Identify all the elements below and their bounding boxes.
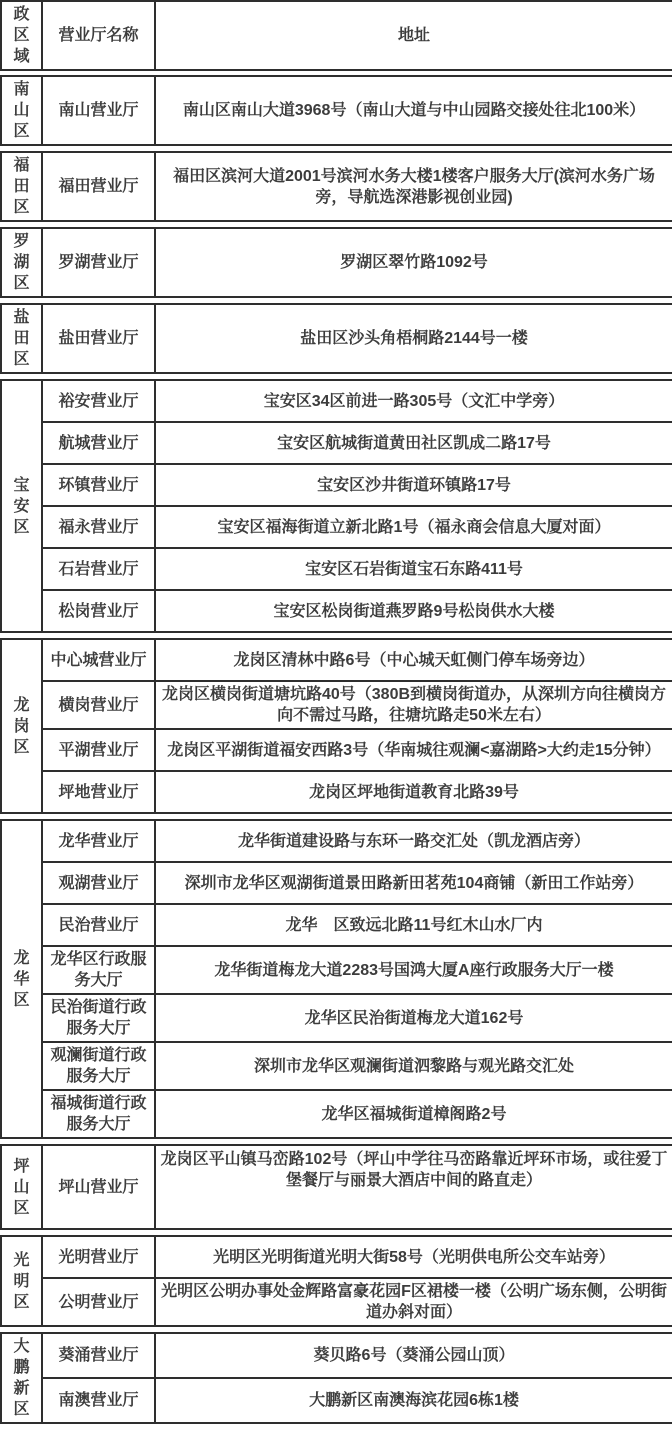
district-group-guangming — [0, 1235, 672, 1327]
table-row — [1, 1236, 672, 1278]
table-row — [1, 862, 672, 904]
district-group-pingshan — [0, 1144, 672, 1230]
header-district: 政区域 — [1, 1, 42, 70]
address-cell: 龙岗区清林中路6号（中心城天虹侧门停车场旁边） — [155, 639, 672, 681]
address-cell: 龙华区民治街道梅龙大道162号 — [155, 994, 672, 1042]
address-cell: 龙岗区坪地街道教育北路39号 — [155, 771, 672, 813]
header-address: 地址 — [155, 1, 672, 70]
address-cell: 宝安区松岗街道燕罗路9号松岗供水大楼 — [155, 590, 672, 632]
table-header — [0, 0, 672, 71]
hall-name-cell: 福田营业厅 — [42, 152, 155, 221]
district-group-baoan — [0, 379, 672, 633]
hall-name-cell: 观湖营业厅 — [42, 862, 155, 904]
hall-name-cell: 南山营业厅 — [42, 76, 155, 145]
address-cell: 大鹏新区南澳海滨花园6栋1楼 — [155, 1378, 672, 1423]
district-cell: 福田区 — [1, 152, 42, 221]
table-row — [1, 639, 672, 681]
hall-name-cell: 民治营业厅 — [42, 904, 155, 946]
hall-name-cell: 观澜街道行政服务大厅 — [42, 1042, 155, 1090]
table-row — [1, 1378, 672, 1423]
address-cell: 宝安区福海街道立新北路1号（福永商会信息大厦对面） — [155, 506, 672, 548]
district-cell: 南山区 — [1, 76, 42, 145]
district-cell: 龙华区 — [1, 820, 42, 1138]
address-cell: 光明区光明街道光明大街58号（光明供电所公交车站旁） — [155, 1236, 672, 1278]
table-row — [1, 729, 672, 771]
table-row — [1, 994, 672, 1042]
address-cell: 宝安区航城街道黄田社区凯成二路17号 — [155, 422, 672, 464]
district-cell: 光明区 — [1, 1236, 42, 1326]
address-cell: 盐田区沙头角梧桐路2144号一楼 — [155, 304, 672, 373]
district-cell: 宝安区 — [1, 380, 42, 632]
table-row — [1, 152, 672, 221]
address-cell: 宝安区石岩街道宝石东路411号 — [155, 548, 672, 590]
hall-name-cell: 葵涌营业厅 — [42, 1333, 155, 1378]
table-row — [1, 304, 672, 373]
district-cell: 坪山区 — [1, 1145, 42, 1229]
address-cell: 龙华街道梅龙大道2283号国鸿大厦A座行政服务大厅一楼 — [155, 946, 672, 994]
hall-name-cell: 罗湖营业厅 — [42, 228, 155, 297]
district-group-yantian — [0, 303, 672, 374]
address-cell: 宝安区沙井街道环镇路17号 — [155, 464, 672, 506]
hall-name-cell: 光明营业厅 — [42, 1236, 155, 1278]
table-row — [1, 422, 672, 464]
hall-name-cell: 坪地营业厅 — [42, 771, 155, 813]
table-row — [1, 771, 672, 813]
address-cell: 深圳市龙华区观湖街道景田路新田茗苑104商铺（新田工作站旁） — [155, 862, 672, 904]
address-cell: 龙岗区平山镇马峦路102号（坪山中学往马峦路靠近坪环市场，或往爱丁堡餐厅与丽景大酒店中间的路直走） — [155, 1145, 672, 1229]
district-group-luohu — [0, 227, 672, 298]
table-row — [1, 1145, 672, 1229]
address-cell: 深圳市龙华区观澜街道泗黎路与观光路交汇处 — [155, 1042, 672, 1090]
address-cell: 龙华街道建设路与东环一路交汇处（凯龙酒店旁） — [155, 820, 672, 862]
table-row — [1, 1042, 672, 1090]
address-cell: 葵贝路6号（葵涌公园山顶） — [155, 1333, 672, 1378]
address-cell: 龙岗区横岗街道塘坑路40号（380B到横岗街道办，从深圳方向往横岗方向不需过马路，往塘坑路走50米左右） — [155, 681, 672, 729]
hall-name-cell: 龙华营业厅 — [42, 820, 155, 862]
hall-name-cell: 平湖营业厅 — [42, 729, 155, 771]
table-row — [1, 1090, 672, 1138]
table-row — [1, 681, 672, 729]
table-row — [1, 464, 672, 506]
table-row — [1, 1333, 672, 1378]
address-cell: 罗湖区翠竹路1092号 — [155, 228, 672, 297]
address-cell: 南山区南山大道3968号（南山大道与中山园路交接处往北100米） — [155, 76, 672, 145]
hall-name-cell: 中心城营业厅 — [42, 639, 155, 681]
hall-name-cell: 福永营业厅 — [42, 506, 155, 548]
header-row — [1, 1, 672, 70]
table-row — [1, 904, 672, 946]
address-cell: 龙华 区致远北路11号红木山水厂内 — [155, 904, 672, 946]
address-cell: 福田区滨河大道2001号滨河水务大楼1楼客户服务大厅(滨河水务广场旁，导航选深港影视创业园) — [155, 152, 672, 221]
table-row — [1, 228, 672, 297]
table-row — [1, 820, 672, 862]
table-row — [1, 946, 672, 994]
address-cell: 龙岗区平湖街道福安西路3号（华南城往观澜<嘉湖路>大约走15分钟） — [155, 729, 672, 771]
table-row — [1, 506, 672, 548]
district-group-nanshan — [0, 75, 672, 146]
table-row — [1, 1278, 672, 1326]
hall-name-cell: 南澳营业厅 — [42, 1378, 155, 1423]
hall-name-cell: 横岗营业厅 — [42, 681, 155, 729]
district-group-longhua — [0, 819, 672, 1139]
district-cell: 罗湖区 — [1, 228, 42, 297]
table-row — [1, 380, 672, 422]
address-cell: 宝安区34区前进一路305号（文汇中学旁） — [155, 380, 672, 422]
district-group-dapeng — [0, 1332, 672, 1424]
district-cell: 大鹏新区 — [1, 1333, 42, 1423]
hall-name-cell: 龙华区行政服务大厅 — [42, 946, 155, 994]
address-cell: 光明区公明办事处金辉路富豪花园F区裙楼一楼（公明广场东侧，公明街道办斜对面） — [155, 1278, 672, 1326]
address-cell: 龙华区福城街道樟阁路2号 — [155, 1090, 672, 1138]
table-row — [1, 548, 672, 590]
header-hall-name: 营业厅名称 — [42, 1, 155, 70]
district-group-longgang — [0, 638, 672, 814]
district-cell: 龙岗区 — [1, 639, 42, 813]
table-row — [1, 76, 672, 145]
hall-name-cell: 坪山营业厅 — [42, 1145, 155, 1229]
district-group-futian — [0, 151, 672, 222]
district-cell: 盐田区 — [1, 304, 42, 373]
hall-name-cell: 福城街道行政服务大厅 — [42, 1090, 155, 1138]
hall-name-cell: 环镇营业厅 — [42, 464, 155, 506]
hall-name-cell: 公明营业厅 — [42, 1278, 155, 1326]
hall-name-cell: 民治街道行政服务大厅 — [42, 994, 155, 1042]
hall-name-cell: 松岗营业厅 — [42, 590, 155, 632]
hall-name-cell: 航城营业厅 — [42, 422, 155, 464]
table-row — [1, 590, 672, 632]
hall-name-cell: 盐田营业厅 — [42, 304, 155, 373]
hall-name-cell: 裕安营业厅 — [42, 380, 155, 422]
hall-name-cell: 石岩营业厅 — [42, 548, 155, 590]
